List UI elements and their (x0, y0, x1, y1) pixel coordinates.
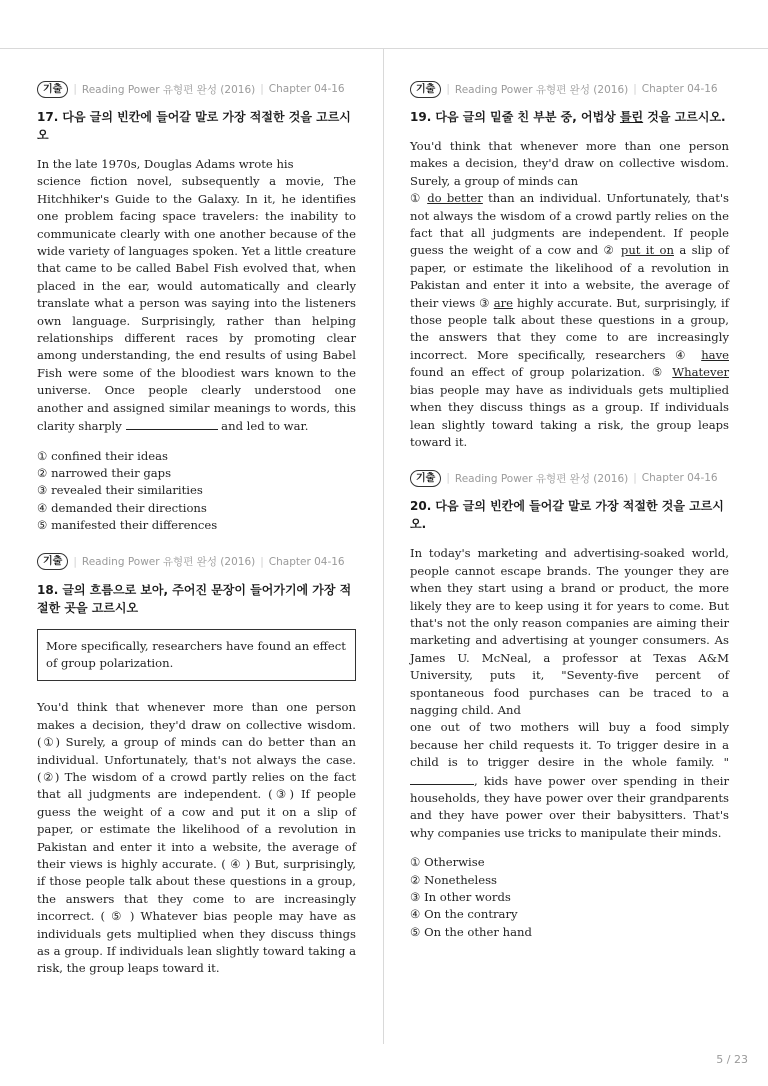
marker-1: ① (410, 191, 428, 206)
passage-text: one out of two mothers will buy a food simply because her child requests it. To trigger desire in a child is to trigger desire in the whole family. " (410, 720, 729, 770)
exam-badge: 기출 (410, 81, 441, 98)
question-20-passage (410, 545, 729, 842)
option-2[interactable]: ② Nonetheless (410, 872, 497, 887)
underlined-phrase-3: are (493, 295, 514, 310)
option-5[interactable]: ⑤ manifested their differences (37, 518, 218, 533)
passage-line: In the late 1970s, Douglas Adams wrote his (37, 157, 294, 171)
chapter-label: Chapter 04-16 (641, 83, 718, 95)
underlined-phrase-1: do better (427, 191, 483, 206)
question-17-passage (37, 156, 356, 436)
option-3[interactable]: ③ revealed their similarities (37, 483, 203, 498)
option-2[interactable]: ② narrowed their gaps (37, 465, 172, 480)
column-divider (383, 49, 384, 1044)
question-17-tag (37, 80, 356, 98)
separator: | (73, 83, 77, 95)
passage-line (410, 190, 729, 451)
marker-2: ② (603, 243, 621, 258)
option-1[interactable]: ① Otherwise (410, 855, 485, 870)
page-number: 5 / 23 (716, 1053, 748, 1066)
question-18-passage: You'd think that whenever more than one person makes a decision, they'd draw on collective wisdom. (①) Surely, a group of minds can do better than an individual. Unfortunately, that's not always the case. (②) The wisdom of a crowd partly relies on the fact that all judgments are independent. (③) If people guess the weight of a cow and put it on a slip of paper, or estimate the likelihood of a revolution in Pakistan and enter it into a website, the average of their views is highly accurate. ( ④ ) But, surprisingly, if those people talk about these questions in a group, the answers that they come to are increasingly incorrect. ( ⑤ ) Whatever bias people may have as individuals gets multiplied when they discuss things as a group. If individuals lean slightly toward taking a risk, the group leaps toward it. (37, 700, 356, 976)
separator: | (446, 83, 450, 95)
passage-text: a slip of paper, or estimate the likelihood of a revolution in Pakistan and enter it into a website, the average of their views (410, 243, 729, 310)
underlined-phrase-4: have (701, 347, 729, 362)
option-4[interactable]: ④ demanded their directions (37, 500, 207, 515)
title-text: 것을 고르시오. (643, 110, 726, 124)
underlined-phrase-5: Whatever (672, 365, 729, 380)
separator: | (260, 83, 264, 95)
passage-text: than an individual. Unfortunately, that's not always the wisdom of a crowd partly relies on the fact that all judgments are independent. If people guess the weight of a cow and (410, 191, 729, 258)
option-4[interactable]: ④ On the contrary (410, 907, 518, 922)
header-rule (0, 48, 768, 49)
marker-3: ③ (479, 295, 494, 310)
marker-5: ⑤ (651, 365, 673, 380)
marker-4: ④ (675, 347, 702, 362)
question-19-passage (410, 138, 729, 451)
exam-badge: 기출 (37, 553, 68, 570)
separator: | (446, 472, 450, 485)
question-18-title: 18. 글의 흐름으로 보아, 주어진 문장이 들어가기에 가장 적절한 곳을 고르시오 (37, 582, 352, 615)
passage-text: bias people may have as individuals gets multiplied when they discuss things as a group. If individuals lean slightly toward taking a risk, the group leaps toward it. (410, 382, 729, 449)
question-20-tag (410, 469, 729, 487)
title-underlined-word: 틀린 (619, 110, 644, 124)
source-label: Reading Power 유형편 완성 (2016) (454, 83, 629, 96)
question-18-tag (37, 553, 356, 571)
underlined-phrase-2: put it on (620, 243, 674, 258)
passage-text: You'd think that whenever more than one person makes a decision, they'd draw on collective wisdom. Surely, a group of minds can (410, 139, 729, 188)
exam-badge: 기출 (37, 81, 68, 98)
source-label: Reading Power 유형편 완성 (2016) (81, 556, 256, 569)
passage-text: , kids have power over spending in their households, they have power over their grandparents and they have power over their babysitters. That's why companies use tricks to manipulate their minds. (410, 773, 729, 840)
chapter-label: Chapter 04-16 (641, 472, 718, 485)
passage-text: In today's marketing and advertising-soaked world, people cannot escape brands. The younger they are when they start using a brand or product, the more likely they are to keep using it for years to come. But that's not the only reason companies are aiming their marketing and advertising at younger consumers. As James U. McNeal, a professor at Texas A&M University, puts it, "Seventy-five percent of spontaneous food purchases can be traced to a nagging child. And (410, 546, 729, 717)
separator: | (73, 555, 77, 568)
passage-line (410, 719, 729, 842)
chapter-label: Chapter 04-16 (268, 83, 345, 95)
question-17-title: 17. 다음 글의 빈칸에 들어갈 말로 가장 적절한 것을 고르시오 (37, 110, 351, 142)
question-17-options (37, 448, 356, 535)
question-19-title (410, 108, 729, 126)
source-label: Reading Power 유형편 완성 (2016) (81, 83, 256, 96)
question-20-options (410, 854, 729, 941)
passage-text: found an effect of group polarization. (410, 365, 652, 380)
exam-badge: 기출 (410, 470, 441, 487)
option-1[interactable]: ① confined their ideas (37, 448, 168, 463)
passage-text: and led to war. (217, 419, 309, 434)
question-19-tag (410, 80, 729, 98)
right-column (410, 80, 729, 941)
chapter-label: Chapter 04-16 (268, 555, 345, 568)
separator: | (260, 555, 264, 568)
question-20-title: 20. 다음 글의 빈칸에 들어갈 말로 가장 적절한 것을 고르시오. (410, 499, 724, 532)
passage-text: highly accurate. But, surprisingly, if those people talk about these questions in a group, the answers that they come to are increasingly incorrect. More specifically, researchers (410, 295, 729, 362)
option-3[interactable]: ③ In other words (410, 890, 511, 905)
left-column (37, 80, 356, 978)
passage-text: science fiction novel, subsequently a movie, The Hitchhiker's Guide to the Galaxy. In it, he identifies one problem facing space travelers: the inability to communicate clearly with one another because of the wide variety of languages spoken. Yet a little creature that came to be called Babel Fish evolved that, when placed in the ear, would automatically and clearly translate what a person was saying into the listeners own language. Surprisingly, rather than helping relationships different races by promoting clear among understanding, the end results of using Babel Fish were some of the bloodiest wars known to the universe. Once people clearly understood one another and assigned similar meanings to words, this clarity sharply (37, 174, 356, 434)
title-text: 19. 다음 글의 밑줄 친 부분 중, 어법상 (410, 110, 620, 124)
separator: | (633, 83, 637, 95)
given-sentence-box: More specifically, researchers have found an effect of group polarization. (37, 629, 356, 682)
option-5[interactable]: ⑤ On the other hand (410, 924, 532, 939)
source-label: Reading Power 유형편 완성 (2016) (454, 472, 629, 485)
answer-blank (126, 417, 218, 430)
separator: | (633, 472, 637, 485)
answer-blank (410, 772, 474, 785)
